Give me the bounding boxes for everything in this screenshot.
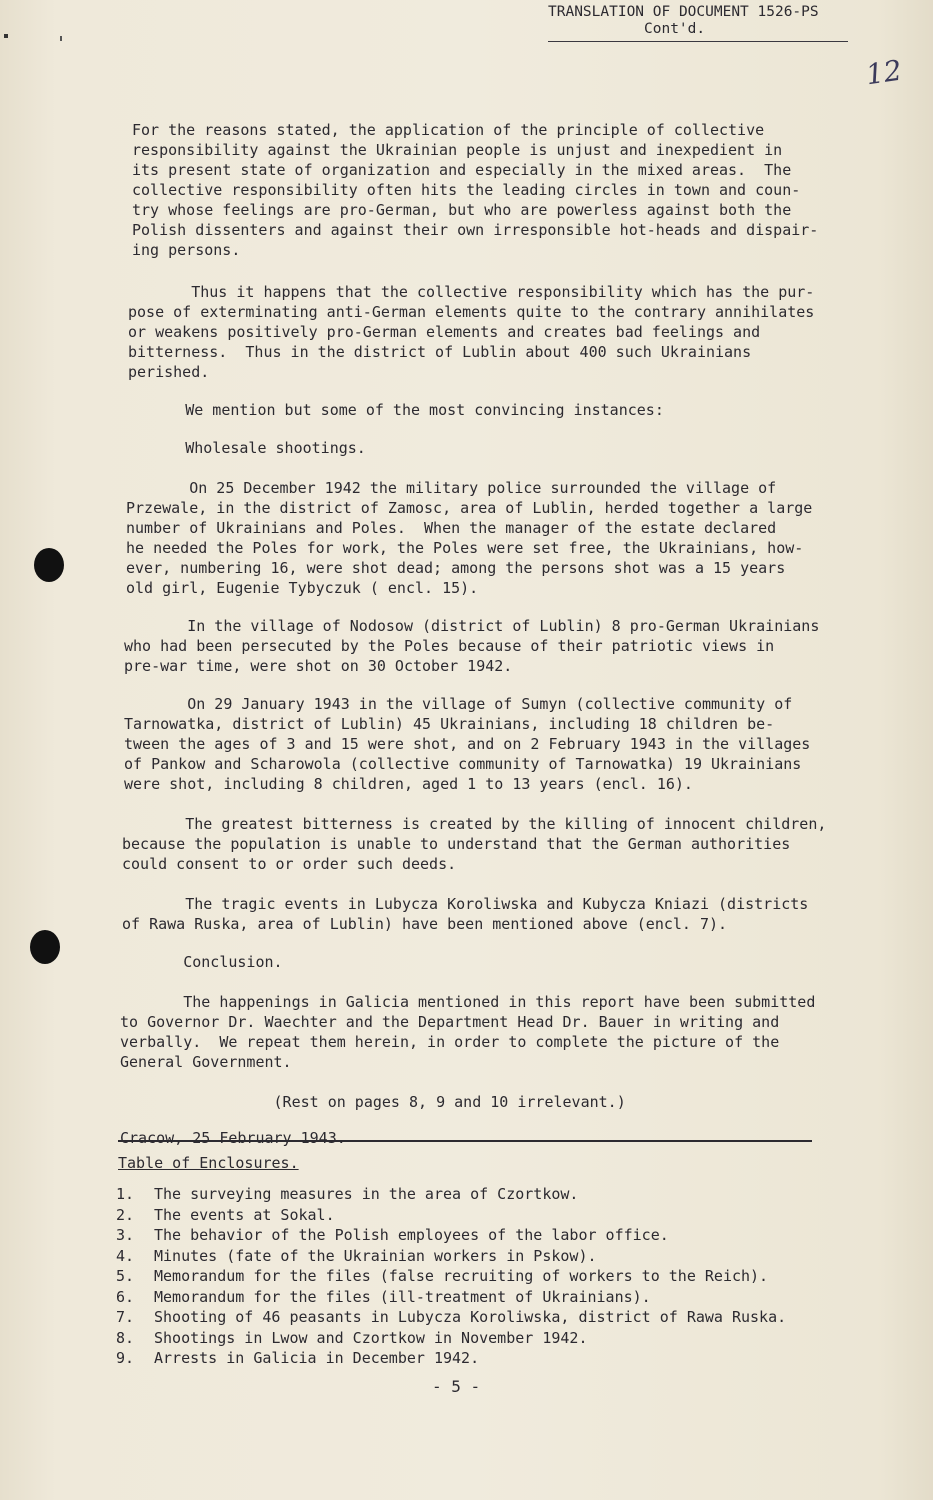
paragraph-extermination: Thus it happens that the collective responsibility which has the pur- pose of exterminating anti-German elements quite to the contrary annihilates or weakens positively pro-German elements and creates bad feelings and bitterness. Thus in the district of Lublin about 400 such Ukrainians perished. (128, 283, 815, 381)
list-item: 7. Shooting of 46 peasants in Lubycza Koroliwska, district of Rawa Ruska. (116, 1308, 787, 1326)
list-item: 5. Memorandum for the files (false recruiting of workers to the Reich). (116, 1267, 769, 1285)
edge-mark (4, 34, 8, 38)
paragraph-bitterness: The greatest bitterness is created by the killing of innocent children, because the population is unable to understand that the German authorities could consent to or order such deeds. (122, 815, 827, 873)
note-rest-irrelevant: (Rest on pages 8, 9 and 10 irrelevant.) (120, 1093, 626, 1111)
header-underline (548, 41, 848, 42)
edge-mark (60, 36, 62, 41)
punch-hole (34, 548, 64, 582)
enclosures-list (116, 1184, 876, 1369)
paragraph-nodosow: In the village of Nodosow (district of Lublin) 8 pro-German Ukrainians who had been persecuted by the Poles because of their patriotic views in pre-war time, were shot on 30 October 1942. (124, 617, 820, 675)
paragraph-collective-responsibility: For the reasons stated, the application of the principle of collective responsibility against the Ukrainian people is unjust and inexpedient in its present state of organization and especially in the mixed areas. The collective responsibility often hits the leading circles in town and coun- try whose feelings are pro-German, but who are powerless against both the Polish dissenters and against their own irresponsible hot-heads and dispair- ing persons. (132, 121, 819, 259)
list-item: 8. Shootings in Lwow and Czortkow in November 1942. (116, 1328, 588, 1347)
heading-wholesale-shootings: Wholesale shootings. (122, 439, 366, 457)
header-title: TRANSLATION OF DOCUMENT 1526-PS (548, 4, 819, 20)
heading-conclusion: Conclusion. (120, 953, 283, 971)
place-date: Cracow, 25 February 1943. (120, 1129, 346, 1147)
paragraph-tragic-events: The tragic events in Lubycza Koroliwska and Kubycza Kniazi (districts of Rawa Ruska, area of Lublin) have been mentioned above (encl. 7). (122, 895, 809, 933)
list-item: 1. The surveying measures in the area of Czortkow. (116, 1185, 579, 1203)
list-item: 6. Memorandum for the files (ill-treatment of Ukrainians). (116, 1287, 651, 1306)
list-item: 2. The events at Sokal. (116, 1205, 335, 1224)
page-number: - 5 - (432, 1377, 481, 1396)
list-item: 4. Minutes (fate of the Ukrainian workers in Pskow). (116, 1246, 597, 1265)
list-item: 3. The behavior of the Polish employees of the labor office. (116, 1226, 669, 1244)
handwritten-page-number: 12 (863, 53, 904, 92)
section-divider (118, 1140, 812, 1142)
enclosures-title: Table of Enclosures. (118, 1154, 299, 1172)
document-header (548, 4, 848, 38)
paragraph-przewale: On 25 December 1942 the military police surrounded the village of Przewale, in the district of Zamosc, area of Lublin, herded together a large number of Ukrainians and Poles. When the manager of the estate declared he needed the Poles for work, the Poles were set free, the Ukrainians, how- ever, numbering 16, were shot dead; among the persons shot was a 15 years old girl, Eugenie Tybyczuk ( encl. 15). (126, 479, 813, 597)
header-continued: Cont'd. (644, 21, 706, 37)
punch-hole (30, 930, 60, 964)
paragraph-galicia: The happenings in Galicia mentioned in this report have been submitted to Governor Dr. Waechter and the Department Head Dr. Bauer in writing and verbally. We repeat them herein, in order to complete the picture of the General Government. (120, 993, 816, 1071)
paragraph-sumyn: On 29 January 1943 in the village of Sumyn (collective community of Tarnowatka, district of Lublin) 45 Ukrainians, including 18 children be- tween the ages of 3 and 15 were shot, and on 2 February 1943 in the villages of Pankow and Scharowola (collective community of Tarnowatka) 19 Ukrainians were shot, including 8 children, aged 1 to 13 years (encl. 16). (124, 695, 811, 793)
list-item: 9. Arrests in Galicia in December 1942. (116, 1349, 480, 1367)
paragraph-instances-intro: We mention but some of the most convincing instances: (122, 401, 664, 419)
